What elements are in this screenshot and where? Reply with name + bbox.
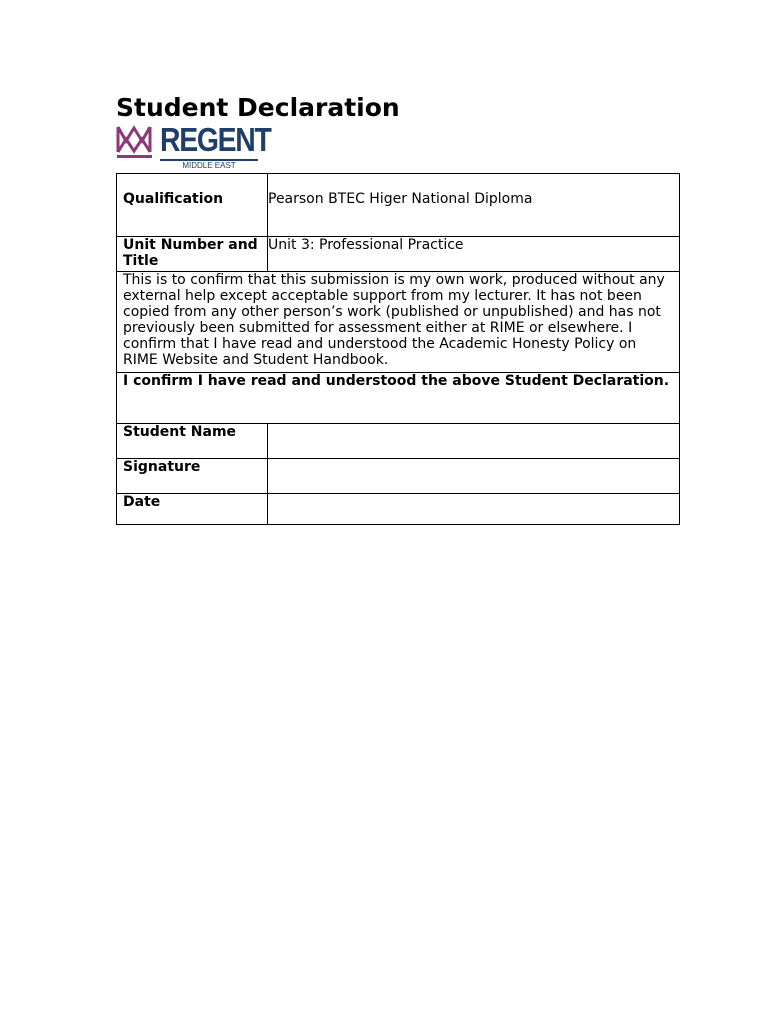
student-name-field[interactable]	[268, 424, 680, 459]
statement-row	[117, 272, 680, 373]
date-field[interactable]	[268, 494, 680, 525]
declaration-statement: This is to confirm that this submission is my own work, produced without any external help except acceptable support from my lecturer. It has not been copied from any other person’s work (published or unpublished) and has not previously been submitted for assessment either at RIME or elsewhere. I confirm that I have read and understood the Academic Honesty Policy on RIME Website and Student Handbook.	[117, 272, 680, 373]
declaration-table	[116, 173, 680, 525]
signature-row	[117, 459, 680, 494]
student-name-label: Student Name	[117, 424, 268, 459]
qualification-label: Qualification	[117, 174, 268, 237]
signature-field[interactable]	[268, 459, 680, 494]
unit-row	[117, 237, 680, 272]
signature-label: Signature	[117, 459, 268, 494]
logo-subtitle: MIDDLE EAST	[182, 161, 236, 170]
date-row	[117, 494, 680, 525]
unit-value: Unit 3: Professional Practice	[268, 237, 680, 272]
student-name-row	[117, 424, 680, 459]
page-title: Student Declaration	[116, 93, 400, 122]
qualification-value: Pearson BTEC Higer National Diploma	[268, 174, 680, 237]
unit-label: Unit Number and Title	[117, 237, 268, 272]
confirmation-row	[117, 373, 680, 424]
date-label: Date	[117, 494, 268, 525]
qualification-row	[117, 174, 680, 237]
regent-logo	[116, 121, 271, 172]
confirmation-text: I confirm I have read and understood the above Student Declaration.	[117, 373, 680, 424]
logo-wordmark: REGENT	[160, 121, 271, 158]
crown-icon	[116, 124, 156, 162]
